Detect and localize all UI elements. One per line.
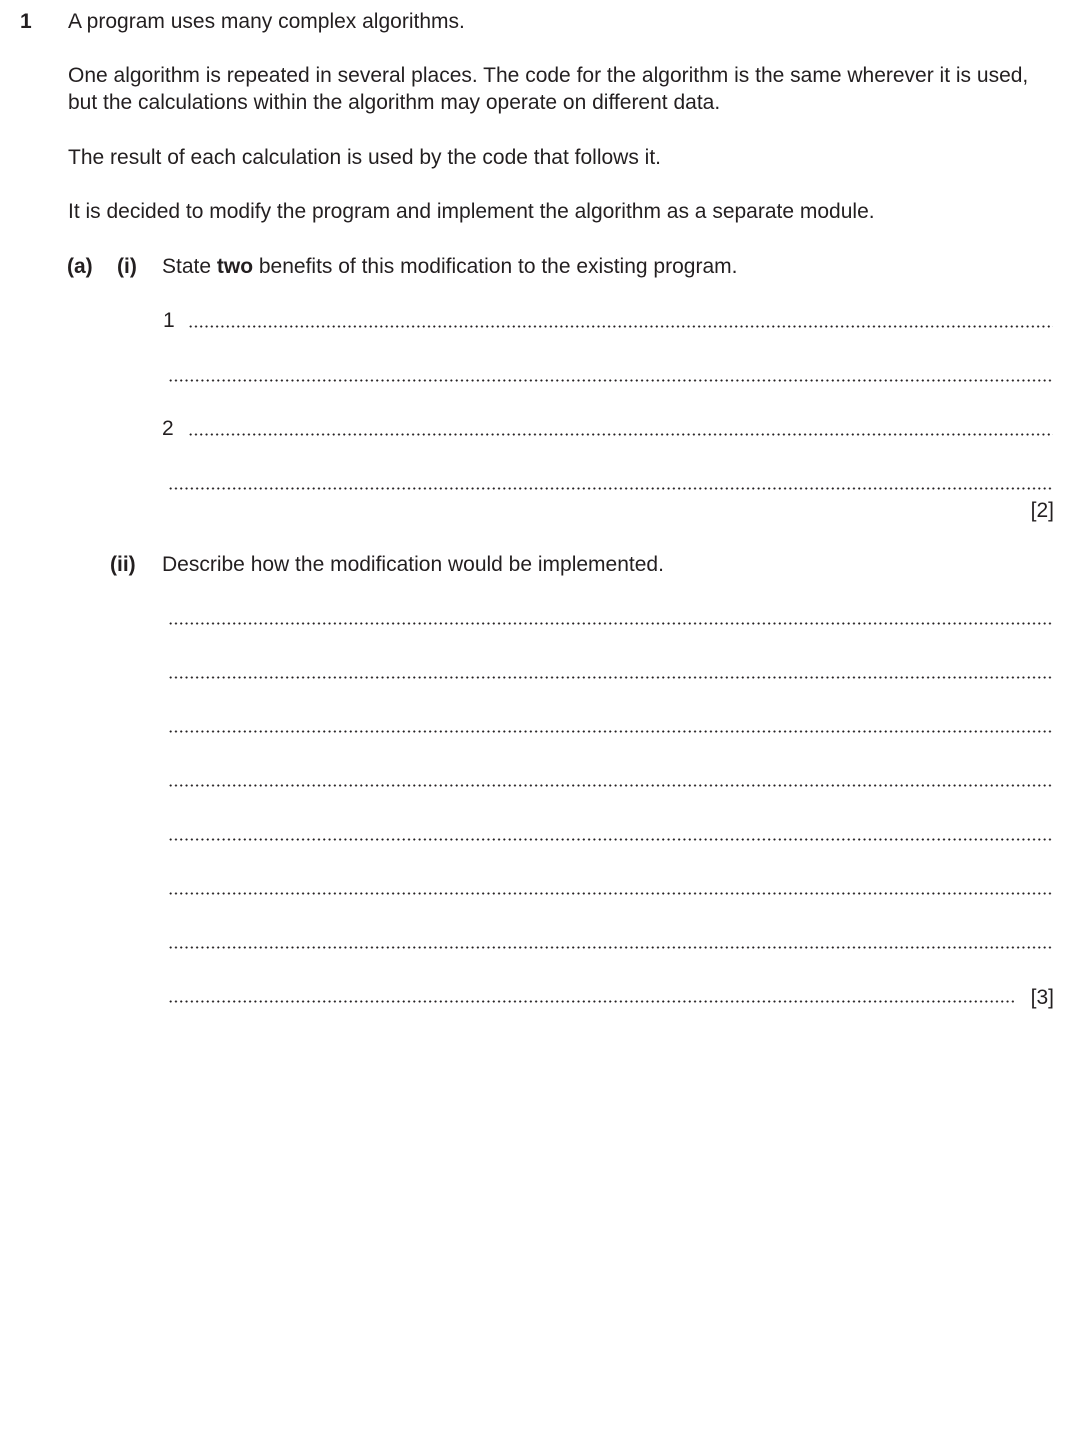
prompt-text-after: benefits of this modification to the existing program.: [253, 255, 738, 278]
answer-line-ii-7[interactable]: [168, 946, 1053, 949]
marks-a-ii: [3]: [1030, 986, 1054, 1009]
answer-line-ii-5[interactable]: [168, 838, 1053, 841]
prompt-text-before: State: [162, 255, 217, 278]
answer-number-2: 2: [162, 417, 174, 440]
answer-line-ii-6[interactable]: [168, 892, 1053, 895]
answer-line-i-2a[interactable]: [188, 433, 1053, 436]
answer-line-ii-2[interactable]: [168, 676, 1053, 679]
question-number: 1: [20, 10, 32, 33]
part-a-i-label: (i): [117, 255, 137, 278]
answer-number-1: 1: [163, 309, 175, 332]
part-a-label: (a): [67, 255, 93, 278]
answer-line-ii-4[interactable]: [168, 784, 1053, 787]
part-a-ii-label: (ii): [110, 553, 136, 576]
stem-paragraph-3: The result of each calculation is used by the code that follows it.: [68, 146, 661, 169]
prompt-emphasis: two: [216, 255, 254, 278]
part-a-ii-prompt: Describe how the modification would be implemented.: [162, 553, 664, 576]
stem-paragraph-4: It is decided to modify the program and implement the algorithm as a separate module.: [68, 200, 875, 223]
answer-line-ii-1[interactable]: [168, 622, 1053, 625]
answer-line-i-1a[interactable]: [188, 325, 1053, 328]
part-a-i-prompt: [162, 256, 737, 277]
answer-line-ii-3[interactable]: [168, 730, 1053, 733]
answer-line-i-2b[interactable]: [168, 487, 1053, 490]
stem-paragraph-2: One algorithm is repeated in several places. The code for the algorithm is the same wherever it is used, but the calculations within the algorithm may operate on different data.: [68, 64, 1029, 114]
answer-line-i-1b[interactable]: [168, 379, 1053, 382]
marks-a-i: [2]: [1030, 499, 1054, 522]
stem-line-1: A program uses many complex algorithms.: [68, 10, 465, 33]
answer-line-ii-8[interactable]: [168, 1000, 1014, 1003]
